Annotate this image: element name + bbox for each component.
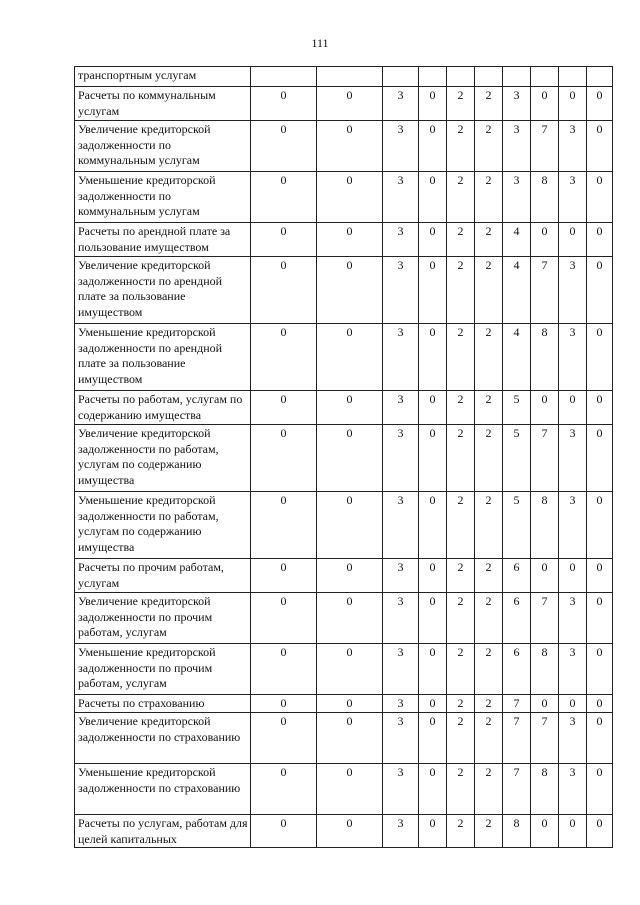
code-digit-cell: 0 xyxy=(317,87,383,121)
code-digit-cell: 0 xyxy=(251,223,317,257)
code-digit-cell: 3 xyxy=(383,492,419,559)
code-digit-cell: 0 xyxy=(317,391,383,425)
code-digit-cell: 3 xyxy=(503,121,531,172)
code-digit-cell: 0 xyxy=(587,764,613,815)
code-digit-cell: 3 xyxy=(383,695,419,713)
code-digit-cell: 2 xyxy=(475,559,503,593)
code-digit-cell xyxy=(419,67,447,87)
code-digit-cell: 0 xyxy=(419,257,447,324)
code-digit-cell: 2 xyxy=(475,815,503,848)
code-digit-cell: 2 xyxy=(447,815,475,848)
code-digit-cell: 0 xyxy=(531,223,559,257)
code-digit-cell: 2 xyxy=(475,121,503,172)
code-digit-cell: 0 xyxy=(587,713,613,764)
account-name-cell: Уменьшение кредиторской задолженности по работам, услугам по содержанию имущества xyxy=(75,492,251,559)
code-digit-cell: 0 xyxy=(317,172,383,223)
code-digit-cell: 0 xyxy=(419,764,447,815)
table-row xyxy=(75,172,613,223)
code-digit-cell: 4 xyxy=(503,324,531,391)
table-row xyxy=(75,492,613,559)
code-digit-cell: 0 xyxy=(559,559,587,593)
account-name-cell: Увеличение кредиторской задолженности по прочим работам, услугам xyxy=(75,593,251,644)
table-row xyxy=(75,695,613,713)
code-digit-cell: 0 xyxy=(317,764,383,815)
code-digit-cell: 7 xyxy=(503,695,531,713)
code-digit-cell: 7 xyxy=(503,713,531,764)
code-digit-cell: 3 xyxy=(559,172,587,223)
table-row xyxy=(75,67,613,87)
account-name-cell: Расчеты по арендной плате за пользование имуществом xyxy=(75,223,251,257)
code-digit-cell: 0 xyxy=(587,324,613,391)
table-row xyxy=(75,391,613,425)
code-digit-cell xyxy=(503,67,531,87)
code-digit-cell: 3 xyxy=(383,87,419,121)
code-digit-cell: 0 xyxy=(317,644,383,695)
code-digit-cell: 0 xyxy=(419,391,447,425)
code-digit-cell: 0 xyxy=(419,223,447,257)
code-digit-cell: 2 xyxy=(447,425,475,492)
account-name-cell: Расчеты по услугам, работам для целей капитальных xyxy=(75,815,251,848)
code-digit-cell xyxy=(317,67,383,87)
account-name-cell: Расчеты по работам, услугам по содержанию имущества xyxy=(75,391,251,425)
account-name-cell: Уменьшение кредиторской задолженности по страхованию xyxy=(75,764,251,815)
code-digit-cell xyxy=(251,67,317,87)
code-digit-cell: 0 xyxy=(559,87,587,121)
code-digit-cell: 0 xyxy=(317,121,383,172)
code-digit-cell: 0 xyxy=(419,324,447,391)
code-digit-cell: 0 xyxy=(419,87,447,121)
code-digit-cell: 3 xyxy=(383,324,419,391)
code-digit-cell: 0 xyxy=(559,391,587,425)
code-digit-cell: 2 xyxy=(475,764,503,815)
code-digit-cell: 0 xyxy=(587,87,613,121)
code-digit-cell: 2 xyxy=(475,425,503,492)
code-digit-cell: 8 xyxy=(503,815,531,848)
code-digit-cell: 2 xyxy=(447,492,475,559)
code-digit-cell: 0 xyxy=(587,695,613,713)
code-digit-cell: 7 xyxy=(531,121,559,172)
account-name-cell: Увеличение кредиторской задолженности по страхованию xyxy=(75,713,251,764)
code-digit-cell: 2 xyxy=(447,593,475,644)
code-digit-cell: 0 xyxy=(587,559,613,593)
code-digit-cell: 3 xyxy=(383,644,419,695)
code-digit-cell: 3 xyxy=(559,593,587,644)
code-digit-cell: 2 xyxy=(447,257,475,324)
code-digit-cell: 0 xyxy=(587,257,613,324)
code-digit-cell: 0 xyxy=(251,391,317,425)
table-row xyxy=(75,559,613,593)
code-digit-cell: 0 xyxy=(317,593,383,644)
code-digit-cell: 0 xyxy=(587,492,613,559)
code-digit-cell: 8 xyxy=(531,324,559,391)
code-digit-cell: 0 xyxy=(317,713,383,764)
code-digit-cell: 5 xyxy=(503,492,531,559)
code-digit-cell: 2 xyxy=(447,87,475,121)
code-digit-cell: 2 xyxy=(447,695,475,713)
code-digit-cell: 7 xyxy=(531,713,559,764)
code-digit-cell: 3 xyxy=(559,492,587,559)
code-digit-cell: 7 xyxy=(531,425,559,492)
code-digit-cell: 0 xyxy=(587,644,613,695)
code-digit-cell: 0 xyxy=(419,425,447,492)
code-digit-cell: 0 xyxy=(587,815,613,848)
code-digit-cell: 0 xyxy=(251,87,317,121)
code-digit-cell: 0 xyxy=(317,257,383,324)
code-digit-cell: 0 xyxy=(317,223,383,257)
code-digit-cell: 0 xyxy=(559,695,587,713)
table-row xyxy=(75,257,613,324)
code-digit-cell: 0 xyxy=(251,257,317,324)
table-row xyxy=(75,425,613,492)
code-digit-cell: 2 xyxy=(447,391,475,425)
code-digit-cell: 0 xyxy=(419,172,447,223)
code-digit-cell: 2 xyxy=(447,121,475,172)
code-digit-cell: 0 xyxy=(419,695,447,713)
code-digit-cell: 3 xyxy=(383,593,419,644)
code-digit-cell xyxy=(447,67,475,87)
code-digit-cell: 2 xyxy=(475,391,503,425)
account-name-cell: транспортным услугам xyxy=(75,67,251,87)
account-name-cell: Расчеты по прочим работам, услугам xyxy=(75,559,251,593)
table-row xyxy=(75,593,613,644)
code-digit-cell: 5 xyxy=(503,391,531,425)
table-row xyxy=(75,121,613,172)
account-name-cell: Расчеты по коммунальным услугам xyxy=(75,87,251,121)
code-digit-cell: 0 xyxy=(587,391,613,425)
code-digit-cell xyxy=(475,67,503,87)
code-digit-cell: 7 xyxy=(531,593,559,644)
code-digit-cell: 0 xyxy=(531,87,559,121)
code-digit-cell: 0 xyxy=(317,815,383,848)
code-digit-cell: 0 xyxy=(317,425,383,492)
code-digit-cell: 0 xyxy=(531,391,559,425)
code-digit-cell: 3 xyxy=(383,764,419,815)
code-digit-cell: 0 xyxy=(251,492,317,559)
code-digit-cell: 0 xyxy=(251,695,317,713)
code-digit-cell: 0 xyxy=(587,593,613,644)
code-digit-cell: 2 xyxy=(475,644,503,695)
account-name-cell: Расчеты по страхованию xyxy=(75,695,251,713)
code-digit-cell: 3 xyxy=(559,324,587,391)
code-digit-cell: 0 xyxy=(419,593,447,644)
code-digit-cell: 3 xyxy=(383,713,419,764)
code-digit-cell: 3 xyxy=(383,425,419,492)
code-digit-cell: 3 xyxy=(383,172,419,223)
code-digit-cell: 2 xyxy=(475,593,503,644)
code-digit-cell: 0 xyxy=(531,815,559,848)
code-digit-cell: 4 xyxy=(503,223,531,257)
code-digit-cell: 0 xyxy=(251,324,317,391)
code-digit-cell: 6 xyxy=(503,559,531,593)
code-digit-cell: 0 xyxy=(251,815,317,848)
code-digit-cell: 2 xyxy=(475,695,503,713)
code-digit-cell: 0 xyxy=(587,425,613,492)
table-row xyxy=(75,223,613,257)
code-digit-cell: 2 xyxy=(475,492,503,559)
code-digit-cell: 0 xyxy=(559,223,587,257)
code-digit-cell: 0 xyxy=(251,172,317,223)
code-digit-cell: 2 xyxy=(447,644,475,695)
code-digit-cell: 2 xyxy=(475,257,503,324)
code-digit-cell: 3 xyxy=(503,87,531,121)
page-number: 111 xyxy=(311,36,329,50)
code-digit-cell: 0 xyxy=(251,764,317,815)
table-row xyxy=(75,713,613,764)
code-digit-cell: 0 xyxy=(317,695,383,713)
code-digit-cell: 2 xyxy=(447,764,475,815)
table-body xyxy=(75,67,613,848)
code-digit-cell: 2 xyxy=(475,223,503,257)
code-digit-cell: 8 xyxy=(531,764,559,815)
code-digit-cell: 0 xyxy=(251,713,317,764)
code-digit-cell: 0 xyxy=(317,324,383,391)
code-digit-cell: 0 xyxy=(587,172,613,223)
code-digit-cell: 3 xyxy=(559,764,587,815)
code-digit-cell: 0 xyxy=(419,492,447,559)
code-digit-cell: 0 xyxy=(531,559,559,593)
code-digit-cell: 0 xyxy=(419,815,447,848)
code-digit-cell: 3 xyxy=(383,121,419,172)
code-digit-cell: 3 xyxy=(559,121,587,172)
code-digit-cell xyxy=(559,67,587,87)
code-digit-cell: 3 xyxy=(559,257,587,324)
code-digit-cell: 3 xyxy=(383,257,419,324)
code-digit-cell: 3 xyxy=(383,223,419,257)
code-digit-cell: 3 xyxy=(503,172,531,223)
code-digit-cell xyxy=(587,67,613,87)
table-row xyxy=(75,87,613,121)
code-digit-cell: 2 xyxy=(447,559,475,593)
code-digit-cell: 0 xyxy=(419,559,447,593)
code-digit-cell: 8 xyxy=(531,492,559,559)
code-digit-cell: 0 xyxy=(419,713,447,764)
code-digit-cell xyxy=(383,67,419,87)
table-row xyxy=(75,815,613,848)
code-digit-cell: 2 xyxy=(475,713,503,764)
code-digit-cell: 3 xyxy=(383,559,419,593)
code-digit-cell: 0 xyxy=(317,492,383,559)
code-digit-cell: 0 xyxy=(317,559,383,593)
code-digit-cell: 2 xyxy=(447,172,475,223)
account-name-cell: Уменьшение кредиторской задолженности по арендной плате за пользование имуществом xyxy=(75,324,251,391)
code-digit-cell: 0 xyxy=(531,695,559,713)
account-name-cell: Увеличение кредиторской задолженности по работам, услугам по содержанию имущества xyxy=(75,425,251,492)
code-digit-cell: 0 xyxy=(587,121,613,172)
code-digit-cell: 2 xyxy=(475,87,503,121)
code-digit-cell: 8 xyxy=(531,172,559,223)
code-digit-cell: 0 xyxy=(251,559,317,593)
code-digit-cell: 0 xyxy=(251,425,317,492)
account-name-cell: Увеличение кредиторской задолженности по арендной плате за пользование имуществом xyxy=(75,257,251,324)
table-row xyxy=(75,644,613,695)
code-digit-cell: 8 xyxy=(531,644,559,695)
code-digit-cell: 6 xyxy=(503,593,531,644)
code-digit-cell: 0 xyxy=(587,223,613,257)
account-codes-table xyxy=(74,66,613,848)
code-digit-cell: 4 xyxy=(503,257,531,324)
code-digit-cell: 0 xyxy=(419,121,447,172)
code-digit-cell: 3 xyxy=(559,644,587,695)
code-digit-cell: 0 xyxy=(559,815,587,848)
code-digit-cell: 3 xyxy=(383,391,419,425)
code-digit-cell: 0 xyxy=(419,644,447,695)
code-digit-cell: 2 xyxy=(447,713,475,764)
table-row xyxy=(75,324,613,391)
code-digit-cell: 3 xyxy=(383,815,419,848)
code-digit-cell: 2 xyxy=(475,324,503,391)
table-row xyxy=(75,764,613,815)
code-digit-cell: 5 xyxy=(503,425,531,492)
code-digit-cell: 6 xyxy=(503,644,531,695)
account-name-cell: Уменьшение кредиторской задолженности по прочим работам, услугам xyxy=(75,644,251,695)
code-digit-cell: 7 xyxy=(503,764,531,815)
code-digit-cell: 2 xyxy=(447,324,475,391)
account-name-cell: Уменьшение кредиторской задолженности по коммунальным услугам xyxy=(75,172,251,223)
code-digit-cell: 3 xyxy=(559,713,587,764)
code-digit-cell xyxy=(531,67,559,87)
code-digit-cell: 2 xyxy=(447,223,475,257)
code-digit-cell: 0 xyxy=(251,593,317,644)
code-digit-cell: 3 xyxy=(559,425,587,492)
code-digit-cell: 2 xyxy=(475,172,503,223)
code-digit-cell: 7 xyxy=(531,257,559,324)
account-name-cell: Увеличение кредиторской задолженности по коммунальным услугам xyxy=(75,121,251,172)
code-digit-cell: 0 xyxy=(251,644,317,695)
code-digit-cell: 0 xyxy=(251,121,317,172)
